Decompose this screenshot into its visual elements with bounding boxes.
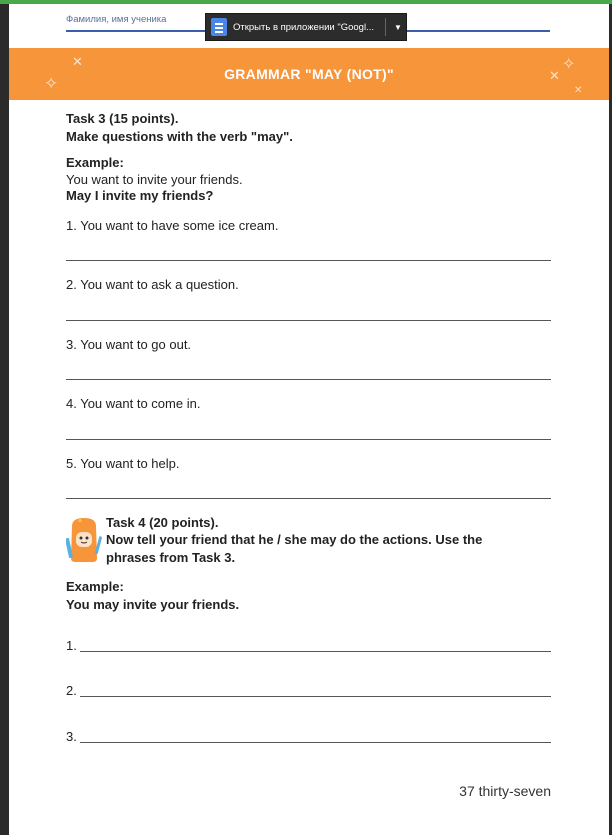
google-docs-icon	[211, 18, 227, 36]
task4-number: 1.	[66, 638, 77, 653]
open-in-app-label: Открыть в приложении "Googl...	[233, 21, 374, 33]
task3-item-5: 5. You want to help.	[66, 456, 180, 471]
task3-title: Task 3 (15 points).	[66, 111, 179, 126]
sparkle-icon: ✕	[549, 68, 560, 83]
page-number: 37 thirty-seven	[459, 783, 551, 799]
task3-item-1: 1. You want to have some ice cream.	[66, 218, 279, 233]
page-header	[9, 4, 609, 48]
answer-line-2[interactable]	[66, 320, 551, 321]
task4-instruction-line1: Now tell your friend that he / she may do the actions. Use the	[106, 532, 483, 547]
task3-item-4: 4. You want to come in.	[66, 396, 201, 411]
sparkle-icon: ✕	[574, 85, 583, 96]
task4-answer-row-3[interactable]	[66, 729, 551, 745]
task4-example-label: Example:	[66, 579, 124, 594]
backpack-mascot-icon	[66, 516, 102, 564]
page-title: GRAMMAR "MAY (NOT)"	[224, 66, 394, 82]
answer-line	[80, 696, 551, 697]
answer-line	[80, 651, 551, 652]
student-name-label: Фамилия, имя ученика	[66, 14, 167, 25]
divider	[385, 18, 386, 36]
task4-number: 3.	[66, 729, 77, 744]
task4-number: 2.	[66, 683, 77, 698]
answer-line-1[interactable]	[66, 260, 551, 261]
answer-line	[80, 742, 551, 743]
open-in-app-button[interactable]	[205, 13, 407, 41]
title-banner	[9, 48, 609, 100]
task3-instruction: Make questions with the verb "may".	[66, 129, 293, 144]
task4-answer-row-1[interactable]	[66, 638, 551, 654]
task4-example-answer: You may invite your friends.	[66, 597, 240, 612]
task3-example-label: Example:	[66, 155, 124, 170]
sparkle-icon: ✧	[562, 56, 576, 73]
task3-example-answer: May I invite my friends?	[66, 188, 214, 203]
task3-item-2: 2. You want to ask a question.	[66, 277, 239, 292]
task4-title: Task 4 (20 points).	[106, 515, 219, 530]
answer-line-4[interactable]	[66, 439, 551, 440]
task4-answer-row-2[interactable]	[66, 683, 551, 699]
sparkle-icon: ✧	[44, 74, 59, 93]
task4-instruction-line2: phrases from Task 3.	[106, 550, 236, 565]
answer-line-5[interactable]	[66, 498, 551, 499]
task3-example-prompt: You want to invite your friends.	[66, 172, 243, 187]
chevron-down-icon[interactable]: ▼	[394, 22, 402, 32]
answer-line-3[interactable]	[66, 379, 551, 380]
task3-item-3: 3. You want to go out.	[66, 337, 192, 352]
document-page	[9, 4, 609, 835]
sparkle-icon: ✕	[72, 54, 83, 69]
